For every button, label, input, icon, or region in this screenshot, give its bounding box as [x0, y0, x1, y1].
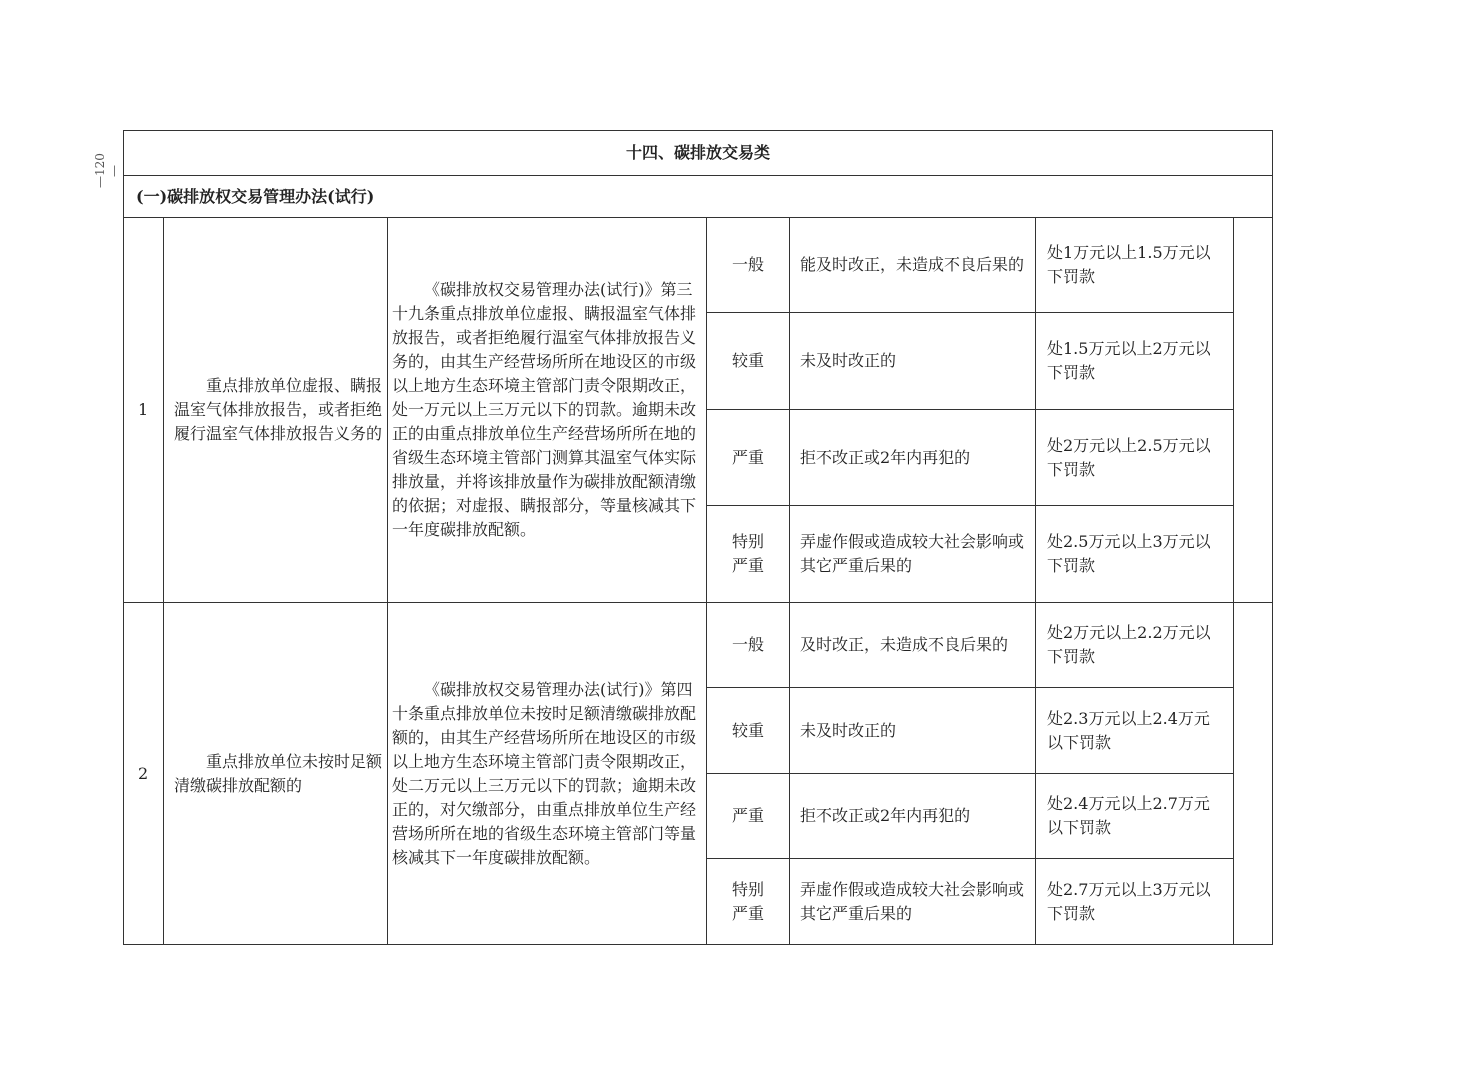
- table-title-row: [124, 131, 1273, 176]
- circumstance: 能及时改正，未造成不良后果的: [790, 218, 1036, 313]
- legal-basis: 《碳排放权交易管理办法(试行)》第四十条重点排放单位未按时足额清缴碳排放配额的，由其生产经营场所所在地设区的市级以上地方生态环境主管部门责令限期改正，处二万元以上三万元以下的罚款；逾期未改正的，对欠缴部分，由重点排放单位生产经营场所所在地的省级生态环境主管部门等量核减其下一年度碳排放配额。: [388, 603, 707, 945]
- circumstance: 及时改正，未造成不良后果的: [790, 603, 1036, 688]
- page-number: —120—: [93, 153, 121, 189]
- table-row: [124, 218, 1273, 313]
- section-title-row: [124, 176, 1273, 218]
- table-row: [124, 603, 1273, 688]
- penalty-table: [123, 130, 1273, 945]
- circumstance: 弄虚作假或造成较大社会影响或其它严重后果的: [790, 506, 1036, 603]
- severity-level: 较重: [707, 688, 790, 774]
- severity-level: 较重: [707, 313, 790, 410]
- penalty-standard: 处2万元以上2.2万元以下罚款: [1036, 603, 1234, 688]
- penalty-standard: 处1万元以上1.5万元以下罚款: [1036, 218, 1234, 313]
- legal-basis: 《碳排放权交易管理办法(试行)》第三十九条重点排放单位虚报、瞒报温室气体排放报告，或者拒绝履行温室气体排放报告义务的，由其生产经营场所所在地设区的市级以上地方生态环境主管部门责令限期改正，处一万元以上三万元以下的罚款。逾期未改正的由重点排放单位生产经营场所所在地的省级生态环境主管部门测算其温室气体实际排放量，并将该排放量作为碳排放配额清缴的依据；对虚报、瞒报部分，等量核减其下一年度碳排放配额。: [388, 218, 707, 603]
- circumstance: 弄虚作假或造成较大社会影响或其它严重后果的: [790, 859, 1036, 945]
- severity-level: 严重: [707, 774, 790, 859]
- circumstance: 拒不改正或2年内再犯的: [790, 774, 1036, 859]
- row-number: 1: [124, 218, 164, 603]
- row-number: 2: [124, 603, 164, 945]
- penalty-standard: 处1.5万元以上2万元以下罚款: [1036, 313, 1234, 410]
- circumstance: 未及时改正的: [790, 688, 1036, 774]
- violation-description: 重点排放单位未按时足额清缴碳排放配额的: [164, 603, 388, 945]
- penalty-standard: 处2.3万元以上2.4万元以下罚款: [1036, 688, 1234, 774]
- remarks-cell: [1234, 218, 1273, 603]
- section-title: (一)碳排放权交易管理办法(试行): [124, 176, 1273, 218]
- severity-level: 特别严重: [707, 506, 790, 603]
- circumstance: 拒不改正或2年内再犯的: [790, 410, 1036, 506]
- remarks-cell: [1234, 603, 1273, 945]
- severity-level: 一般: [707, 218, 790, 313]
- violation-description: 重点排放单位虚报、瞒报温室气体排放报告，或者拒绝履行温室气体排放报告义务的: [164, 218, 388, 603]
- severity-level: 特别严重: [707, 859, 790, 945]
- circumstance: 未及时改正的: [790, 313, 1036, 410]
- penalty-standard: 处2.4万元以上2.7万元以下罚款: [1036, 774, 1234, 859]
- penalty-standard: 处2.5万元以上3万元以下罚款: [1036, 506, 1234, 603]
- severity-level: 严重: [707, 410, 790, 506]
- penalty-standard: 处2万元以上2.5万元以下罚款: [1036, 410, 1234, 506]
- penalty-standard: 处2.7万元以上3万元以下罚款: [1036, 859, 1234, 945]
- table-title: 十四、碳排放交易类: [124, 131, 1273, 176]
- severity-level: 一般: [707, 603, 790, 688]
